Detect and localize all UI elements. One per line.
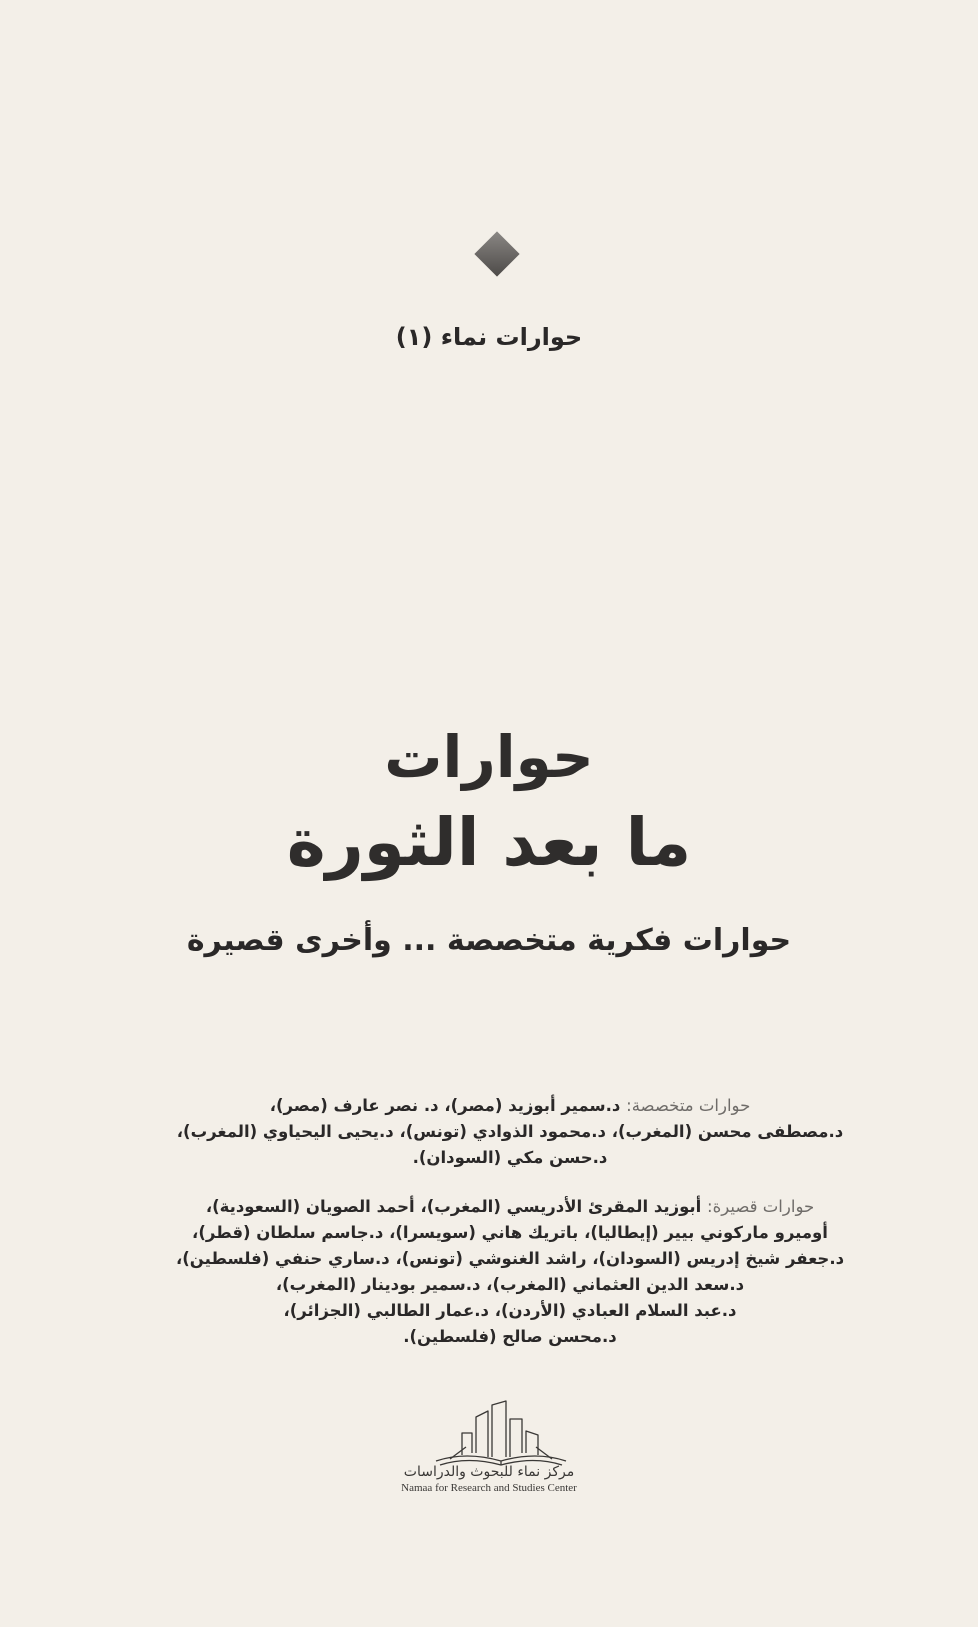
main-title-line-2: ما بعد الثورة (286, 804, 692, 881)
section-lead: حوارات متخصصة: (626, 1096, 751, 1115)
contributors-line: د.مصطفى محسن (المغرب)، د.محمود الذوادي (تونس)، د.يحيى اليحياوي (المغرب)، (176, 1122, 844, 1141)
section-lead: حوارات قصيرة: (707, 1197, 815, 1216)
contributors-line (140, 1194, 880, 1220)
contributors-line: أوميرو ماركوني بيير (إيطاليا)، باتريك هاني (سويسرا)، د.جاسم سلطان (قطر)، (192, 1223, 828, 1242)
book-buildings-logo-icon (426, 1395, 576, 1475)
diamond-ornament-icon (474, 231, 519, 276)
publisher-name-english: Namaa for Research and Studies Center (401, 1482, 577, 1494)
main-title-line-1: حوارات (384, 723, 594, 791)
contributors-line: د.جعفر شيخ إدريس (السودان)، راشد الغنوشي (تونس)، د.ساري حنفي (فلسطين)، (175, 1249, 845, 1268)
short-interviews (140, 1194, 880, 1350)
contributors-line: د.محسن صالح (فلسطين). (403, 1327, 617, 1346)
series-label: حوارات نماء (١) (395, 323, 583, 351)
contributors-line: د.حسن مكي (السودان). (412, 1148, 608, 1167)
specialized-interviews (140, 1093, 880, 1171)
contributors-line: د.سعد الدين العثماني (المغرب)، د.سمير بودينار (المغرب)، (275, 1275, 745, 1294)
contributors-text: أبوزيد المقرئ الأدريسي (المغرب)، أحمد الصويان (السعودية)، (205, 1197, 702, 1216)
contributors-line (140, 1093, 880, 1119)
contributors-line: د.عبد السلام العبادي (الأردن)، د.عمار الطالبي (الجزائر)، (283, 1301, 737, 1320)
subtitle: حوارات فكرية متخصصة ... وأخرى قصيرة (186, 923, 792, 958)
publisher-name-arabic: مركز نماء للبحوث والدراسات (403, 1464, 575, 1480)
contributors-text: د.سمير أبوزيد (مصر)، د. نصر عارف (مصر)، (269, 1096, 621, 1115)
